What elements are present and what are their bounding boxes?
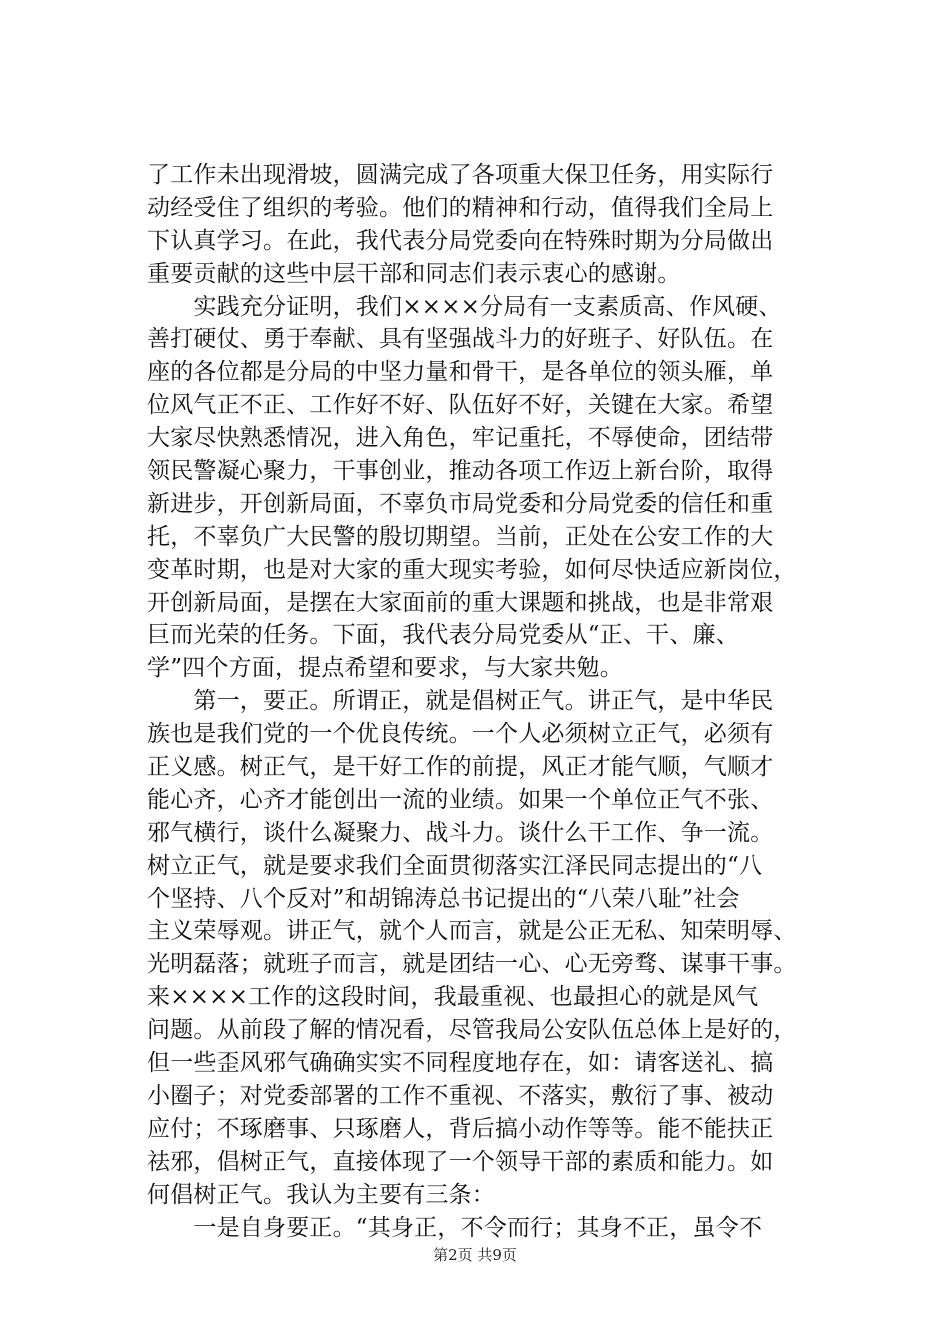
- text-line: 重要贡献的这些中层干部和同志们表示衷心的感谢。: [147, 260, 681, 287]
- text-line: 个坚持、八个反对”和胡锦涛总书记提出的“八荣八耻”社会: [147, 885, 740, 912]
- text-line: 下认真学习。在此，我代表分局党委向在特殊时期为分局做出: [147, 227, 774, 254]
- text-line: 实践充分证明，我们××××分局有一支素质高、作风硬、: [147, 293, 782, 320]
- text-line: 问题。从前段了解的情况看，尽管我局公安队伍总体上是好的，: [147, 1017, 797, 1044]
- text-line: 应付；不琢磨事、只琢磨人，背后搞小动作等等。能不能扶正: [147, 1115, 774, 1142]
- text-line: 族也是我们党的一个优良传统。一个人必须树立正气，必须有: [147, 721, 774, 748]
- page-number-footer: 第2页 共9页: [433, 1246, 517, 1264]
- text-line: 但一些歪风邪气确确实实不同程度地存在，如：请客送礼、搞: [147, 1050, 774, 1077]
- text-line: 新进步，开创新局面，不辜负市局党委和分局党委的信任和重: [147, 490, 774, 517]
- text-line: 巨而光荣的任务。下面，我代表分局党委从“正、干、廉、: [147, 622, 739, 649]
- text-line: 何倡树正气。我认为主要有三条：: [147, 1181, 495, 1208]
- text-line: 领民警凝心聚力，干事创业，推动各项工作迈上新台阶，取得: [147, 458, 774, 485]
- text-line: 主义荣辱观。讲正气，就个人而言，就是公正无私、知荣明辱、: [147, 918, 797, 945]
- text-line: 来××××工作的这段时间，我最重视、也最担心的就是风气: [147, 984, 759, 1011]
- text-line: 托，不辜负广大民警的殷切期望。当前，正处在公安工作的大: [147, 523, 774, 550]
- text-line: 树立正气，就是要求我们全面贯彻落实江泽民同志提出的“八: [147, 852, 763, 879]
- text-line: 邪气横行，谈什么凝聚力、战斗力。谈什么干工作、争一流。: [147, 819, 774, 846]
- text-line: 位风气正不正、工作好不好、队伍好不好，关键在大家。希望: [147, 392, 774, 419]
- text-line: 开创新局面，是摆在大家面前的重大课题和挑战，也是非常艰: [147, 589, 774, 616]
- text-line: 变革时期，也是对大家的重大现实考验，如何尽快适应新岗位，: [147, 556, 797, 583]
- text-line: 学”四个方面，提点希望和要求，与大家共勉。: [147, 655, 623, 682]
- text-line: 了工作未出现滑坡，圆满完成了各项重大保卫任务，用实际行: [147, 162, 774, 188]
- text-line: 光明磊落；就班子而言，就是团结一心、心无旁骛、谋事干事。: [147, 951, 797, 978]
- text-line: 祛邪，倡树正气，直接体现了一个领导干部的素质和能力。如: [147, 1148, 774, 1175]
- body-text: [147, 159, 837, 1244]
- text-line: 能心齐，心齐才能创出一流的业绩。如果一个单位正气不张、: [147, 786, 774, 813]
- text-line: 正义感。树正气，是干好工作的前提，风正才能气顺，气顺才: [147, 754, 774, 781]
- text-line: 座的各位都是分局的中坚力量和骨干，是各单位的领头雁，单: [147, 359, 774, 386]
- text-line: 第一，要正。所谓正，就是倡树正气。讲正气，是中华民: [147, 688, 774, 715]
- text-line: 善打硬仗、勇于奉献、具有坚强战斗力的好班子、好队伍。在: [147, 326, 774, 353]
- text-line: 大家尽快熟悉情况，进入角色，牢记重托，不辱使命，团结带: [147, 425, 774, 452]
- text-line: 小圈子；对党委部署的工作不重视、不落实，敷衍了事、被动: [147, 1082, 774, 1109]
- text-line: 一是自身要正。“其身正，不令而行；其身不正，虽令不: [147, 1214, 763, 1241]
- text-line: 动经受住了组织的考验。他们的精神和行动，值得我们全局上: [147, 194, 774, 221]
